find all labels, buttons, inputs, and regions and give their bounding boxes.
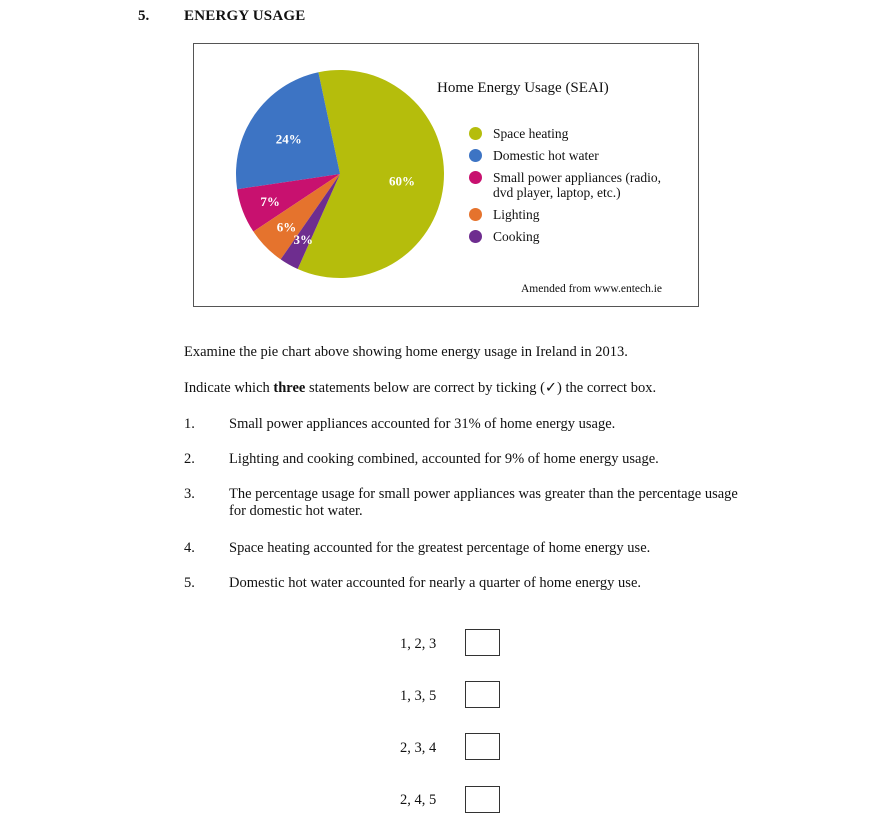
pie-chart-figure (193, 43, 699, 307)
legend-dot-space-heating (469, 127, 482, 140)
legend-label: Lighting (493, 207, 540, 222)
statement-number: 3. (184, 486, 195, 502)
legend-item-space-heating (467, 126, 689, 141)
option-checkbox-1-2-3[interactable] (465, 629, 500, 656)
option-checkbox-2-3-4[interactable] (465, 733, 500, 760)
pie-slice-label: 60% (389, 173, 416, 189)
instruction-indicate (184, 380, 656, 397)
statement-number: 1. (184, 416, 195, 432)
statement-number: 4. (184, 540, 195, 556)
question-number: 5. (138, 8, 150, 24)
legend-label: Space heating (493, 126, 569, 141)
option-checkbox-1-3-5[interactable] (465, 681, 500, 708)
instruction-text: Indicate which (184, 380, 274, 396)
statement-number: 2. (184, 451, 195, 467)
instruction-examine: Examine the pie chart above showing home energy usage in Ireland in 2013. (184, 344, 628, 360)
legend-label: Small power appliances (radio, (493, 170, 661, 185)
legend-label: Cooking (493, 229, 540, 244)
instruction-text: statements below are correct by ticking (✓) the correct box. (305, 380, 657, 396)
legend-item-lighting (467, 207, 689, 222)
legend-dot-lighting (469, 208, 482, 221)
pie-slice-label: 6% (276, 219, 297, 235)
pie-slice-label: 7% (260, 193, 280, 209)
chart-title: Home Energy Usage (SEAI) (437, 80, 609, 96)
statement-text: Small power appliances accounted for 31% of home energy usage. (229, 416, 616, 432)
statement-text: Domestic hot water accounted for nearly a quarter of home energy use. (229, 575, 642, 591)
statement-text: Lighting and cooking combined, accounted for 9% of home energy usage. (229, 451, 659, 467)
legend-item-domestic-hot-water (467, 148, 689, 163)
instruction-emphasis: three (273, 380, 306, 396)
legend-dot-cooking (469, 230, 482, 243)
legend-label: dvd player, laptop, etc.) (493, 185, 621, 200)
legend-item-cooking (467, 229, 689, 244)
chart-legend (467, 126, 689, 251)
pie-slice-label: 3% (293, 232, 313, 248)
legend-dot-domestic-hot-water (469, 149, 482, 162)
option-checkbox-2-4-5[interactable] (465, 786, 500, 813)
legend-label: Domestic hot water (493, 148, 599, 163)
statement-text: Space heating accounted for the greatest percentage of home energy use. (229, 540, 651, 556)
pie-slice-label: 24% (275, 131, 302, 147)
option-label: 1, 2, 3 (400, 636, 437, 652)
option-label: 1, 3, 5 (400, 688, 437, 704)
option-label: 2, 4, 5 (400, 792, 437, 808)
legend-dot-small-power (469, 171, 482, 184)
question-title: ENERGY USAGE (184, 8, 306, 24)
statement-text: The percentage usage for small power appliances was greater than the percentage usage for domestic hot water. (229, 486, 738, 519)
statement-number: 5. (184, 575, 195, 591)
legend-item-small-power (467, 170, 689, 200)
option-label: 2, 3, 4 (400, 740, 437, 756)
chart-source: Amended from www.entech.ie (521, 283, 663, 295)
